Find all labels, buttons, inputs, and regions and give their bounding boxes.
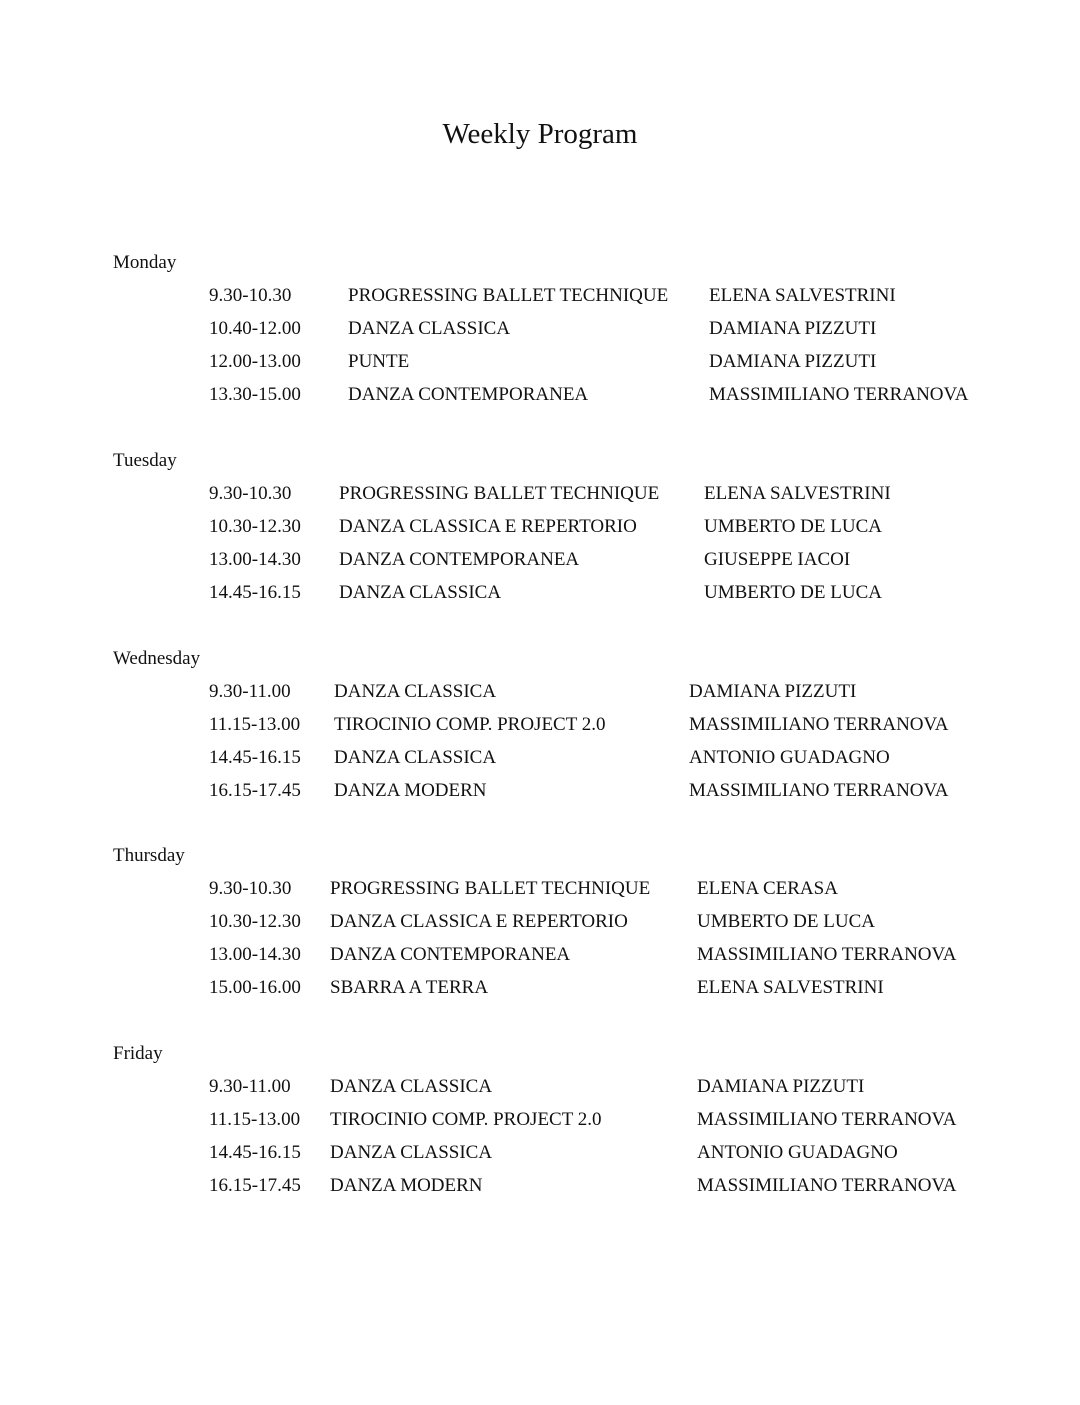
day-name: Wednesday (113, 648, 201, 669)
session-row (0, 1075, 1080, 1108)
session-course: DANZA CONTEMPORANEA (330, 944, 571, 965)
session-row (0, 746, 1080, 779)
session-time: 14.45-16.15 (209, 747, 301, 768)
session-row (0, 1174, 1080, 1207)
session-course: TIROCINIO COMP. PROJECT 2.0 (330, 1109, 602, 1130)
session-row (0, 548, 1080, 581)
session-row (0, 713, 1080, 746)
session-teacher: ELENA CERASA (697, 878, 838, 899)
page-title: Weekly Program (442, 118, 638, 150)
session-row (0, 680, 1080, 713)
session-row (0, 482, 1080, 515)
session-row (0, 943, 1080, 976)
session-time: 9.30-11.00 (209, 1076, 291, 1097)
session-teacher: DAMIANA PIZZUTI (709, 318, 877, 339)
session-teacher: MASSIMILIANO TERRANOVA (689, 714, 949, 735)
session-course: DANZA CLASSICA (334, 747, 497, 768)
session-time: 10.30-12.30 (209, 911, 301, 932)
session-list (0, 1075, 1080, 1207)
session-course: TIROCINIO COMP. PROJECT 2.0 (334, 714, 606, 735)
session-row (0, 515, 1080, 548)
session-time: 9.30-10.30 (209, 483, 292, 504)
session-course: DANZA CONTEMPORANEA (339, 549, 580, 570)
session-time: 9.30-11.00 (209, 681, 291, 702)
session-time: 16.15-17.45 (209, 1175, 301, 1196)
session-course: DANZA MODERN (330, 1175, 483, 1196)
session-time: 12.00-13.00 (209, 351, 301, 372)
session-time: 15.00-16.00 (209, 977, 301, 998)
session-teacher: UMBERTO DE LUCA (704, 582, 882, 603)
session-teacher: ELENA SALVESTRINI (709, 285, 896, 306)
session-row (0, 581, 1080, 614)
session-teacher: DAMIANA PIZZUTI (689, 681, 857, 702)
session-teacher: MASSIMILIANO TERRANOVA (697, 1109, 957, 1130)
session-course: SBARRA A TERRA (330, 977, 489, 998)
day-name: Monday (113, 252, 177, 273)
session-course: DANZA CLASSICA (330, 1142, 493, 1163)
session-row (0, 877, 1080, 910)
session-teacher: UMBERTO DE LUCA (697, 911, 875, 932)
session-time: 9.30-10.30 (209, 878, 292, 899)
session-course: DANZA CLASSICA (339, 582, 502, 603)
session-time: 11.15-13.00 (209, 714, 301, 735)
session-course: PROGRESSING BALLET TECHNIQUE (339, 483, 660, 504)
session-time: 11.15-13.00 (209, 1109, 301, 1130)
session-time: 9.30-10.30 (209, 285, 292, 306)
session-time: 14.45-16.15 (209, 1142, 301, 1163)
session-time: 13.00-14.30 (209, 944, 301, 965)
session-list (0, 877, 1080, 1009)
session-course: DANZA CLASSICA (330, 1076, 493, 1097)
session-course: DANZA CLASSICA (348, 318, 511, 339)
session-time: 13.00-14.30 (209, 549, 301, 570)
session-teacher: ELENA SALVESTRINI (704, 483, 891, 504)
session-course: DANZA CLASSICA (334, 681, 497, 702)
session-row (0, 317, 1080, 350)
session-time: 16.15-17.45 (209, 780, 301, 801)
session-teacher: DAMIANA PIZZUTI (709, 351, 877, 372)
session-row (0, 910, 1080, 943)
session-teacher: GIUSEPPE IACOI (704, 549, 851, 570)
session-teacher: DAMIANA PIZZUTI (697, 1076, 865, 1097)
day-name: Friday (113, 1043, 163, 1064)
session-course: DANZA CLASSICA E REPERTORIO (339, 516, 637, 537)
session-teacher: MASSIMILIANO TERRANOVA (709, 384, 969, 405)
day-name: Tuesday (113, 450, 177, 471)
session-course: DANZA CONTEMPORANEA (348, 384, 589, 405)
session-course: DANZA CLASSICA E REPERTORIO (330, 911, 628, 932)
session-course: PROGRESSING BALLET TECHNIQUE (330, 878, 651, 899)
session-teacher: ELENA SALVESTRINI (697, 977, 884, 998)
session-course: PUNTE (348, 351, 410, 372)
session-teacher: MASSIMILIANO TERRANOVA (689, 780, 949, 801)
day-name: Thursday (113, 845, 185, 866)
session-time: 13.30-15.00 (209, 384, 301, 405)
session-teacher: UMBERTO DE LUCA (704, 516, 882, 537)
session-teacher: MASSIMILIANO TERRANOVA (697, 1175, 957, 1196)
session-row (0, 1141, 1080, 1174)
session-course: DANZA MODERN (334, 780, 487, 801)
session-row (0, 779, 1080, 812)
session-teacher: ANTONIO GUADAGNO (697, 1142, 898, 1163)
session-teacher: ANTONIO GUADAGNO (689, 747, 890, 768)
session-row (0, 284, 1080, 317)
session-row (0, 1108, 1080, 1141)
session-time: 14.45-16.15 (209, 582, 301, 603)
session-time: 10.30-12.30 (209, 516, 301, 537)
session-time: 10.40-12.00 (209, 318, 301, 339)
session-row (0, 383, 1080, 416)
session-teacher: MASSIMILIANO TERRANOVA (697, 944, 957, 965)
session-list (0, 680, 1080, 812)
session-row (0, 976, 1080, 1009)
session-list (0, 284, 1080, 416)
session-list (0, 482, 1080, 614)
session-course: PROGRESSING BALLET TECHNIQUE (348, 285, 669, 306)
session-row (0, 350, 1080, 383)
